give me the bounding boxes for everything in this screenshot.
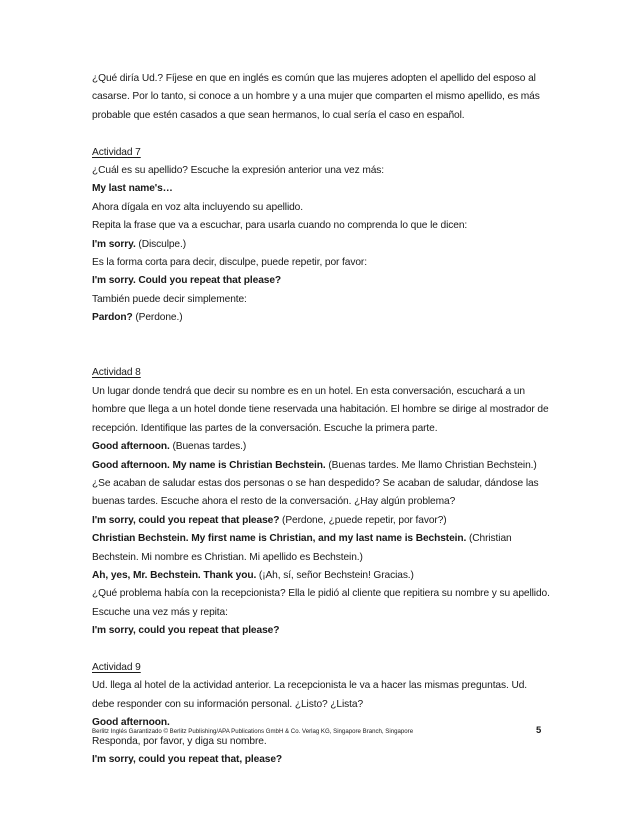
page-footer: Berlitz Inglés Garantizado © Berlitz Publishing/APA Publications GmbH & Co. Verlag KG, Singapore Branch, Singapore [92,728,414,735]
intro-line-1: ¿Qué diría Ud.? Fíjese en que en inglés es común que las mujeres adopten el apellido del esposo al [92,73,536,84]
activity-8-dialogue-3 [92,512,544,530]
activity-8-dialogue-4 [92,530,544,548]
translation: (Disculpe.) [135,238,187,250]
activity-8-dialogue-5 [92,567,544,585]
page-number: 5 [536,725,542,736]
translation: (¡Ah, sí, señor Bechstein! Gracias.) [256,569,414,581]
activity-8-para-1-line-1: Un lugar donde tendrá que decir su nombre es en un hotel. En esta conversación, escuchará a un [92,385,525,397]
activity-8-para-1-line-3: recepción. Identifique las partes de la conversación. Escuche la primera parte. [92,422,438,434]
activity-8-para-2-line-1: ¿Se acaban de saludar estas dos personas o se han despedido? Se acaban de saludar, dándose las [92,477,539,489]
phrase-pardon: Pardon? [92,312,133,324]
activity-8-para-1-line-2: hombre que llega a un hotel donde tiene reservada una habitación. El hombre se dirige al mostrador de [92,404,549,416]
activity-7-line-5 [92,236,544,254]
activity-7-line-1: ¿Cuál es su apellido? Escuche la expresión anterior una vez más: [92,165,385,177]
phrase: Good afternoon. [92,441,170,453]
activity-7-line-3: Ahora dígala en voz alta incluyendo su apellido. [92,201,303,213]
activity-7-line-8: También puede decir simplemente: [92,293,247,305]
activity-9-heading: Actividad 9 [92,661,141,673]
activity-9-dialogue-2: I'm sorry, could you repeat that, please? [92,753,283,765]
phrase-im-sorry: I'm sorry. [92,238,136,250]
activity-7-line-4: Repita la frase que va a escuchar, para usarla cuando no comprenda lo que le dicen: [92,220,468,232]
activity-8-dialogue-2 [92,457,544,475]
phrase: Good afternoon. My name is Christian Bechstein. [92,459,326,471]
translation: (Buenas tardes. Me llamo Christian Bechstein.) [325,459,537,471]
activity-9-dialogue-1: Good afternoon. [92,717,170,729]
activity-9-line-1: Responda, por favor, y diga su nombre. [92,735,267,747]
activity-9-para-1-line-1: Ud. llega al hotel de la actividad anterior. La recepcionista le va a hacer las mismas preguntas. Ud. [92,680,527,692]
document-body [92,70,550,769]
activity-9-para-1-line-2: debe responder con su información personal. ¿Listo? ¿Lista? [92,698,364,710]
translation: (Buenas tardes.) [169,441,247,453]
translation: (Perdone, ¿puede repetir, por favor?) [279,514,447,526]
translation: (Christian [466,533,512,545]
phrase: Ah, yes, Mr. Bechstein. Thank you. [92,569,257,581]
activity-8-dialogue-4-cont: Bechstein. Mi nombre es Christian. Mi apellido es Bechstein.) [92,551,363,563]
activity-7-phrase-last-name: My last name's… [92,183,173,195]
activity-8-para-2-line-2: buenas tardes. Escuche ahora el resto de la conversación. ¿Hay algún problema? [92,496,456,508]
activity-8-para-3-line-1: ¿Qué problema había con la recepcionista? Ella le pidió al cliente que repitiera su nombre y su apellido. [92,588,550,600]
translation: (Perdone.) [132,312,183,324]
activity-7-heading: Actividad 7 [92,146,141,158]
activity-7-phrase-repeat: I'm sorry. Could you repeat that please? [92,275,282,287]
intro-line-3: probable que estén casados a que sean hermanos, lo cual sería el caso en español. [92,109,465,121]
activity-8-dialogue-6: I'm sorry, could you repeat that please? [92,625,280,637]
activity-8-para-3-line-2: Escuche una vez más y repita: [92,606,228,618]
activity-8-heading: Actividad 8 [92,367,141,379]
activity-7-line-9 [92,309,544,327]
intro-line-2: casarse. Por lo tanto, si conoce a un hombre y a una mujer que comparten el mismo apellido, es más [92,91,540,103]
phrase: Christian Bechstein. My first name is Christian, and my last name is Bechstein. [92,533,467,545]
activity-7-line-6: Es la forma corta para decir, disculpe, puede repetir, por favor: [92,257,367,269]
activity-8-dialogue-1 [92,438,544,456]
phrase: I'm sorry, could you repeat that please? [92,514,280,526]
